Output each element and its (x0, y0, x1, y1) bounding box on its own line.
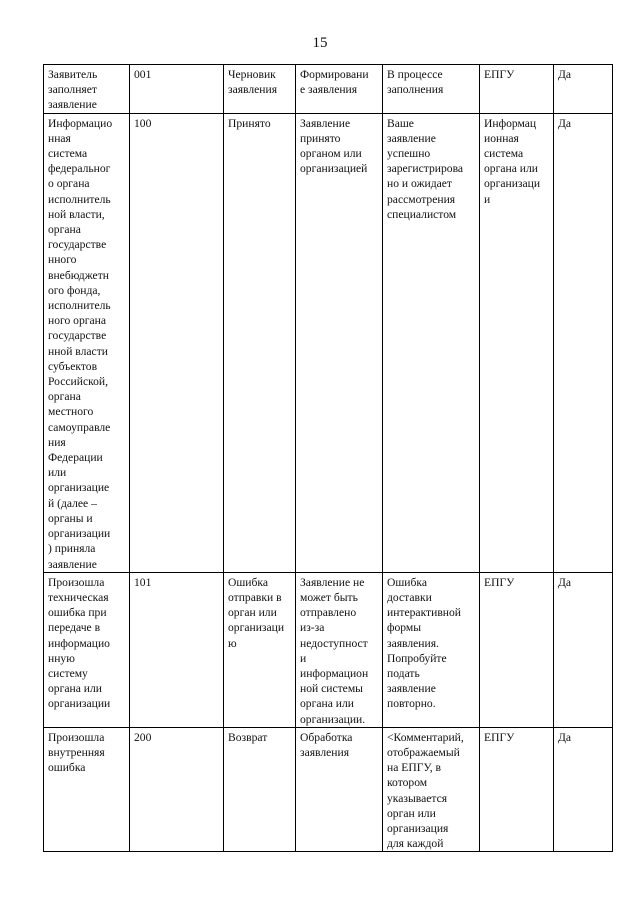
page-number: 15 (312, 35, 328, 51)
cell-status: Принято (224, 113, 296, 572)
cell-code: 101 (130, 572, 224, 727)
cell-description: Произошла техническая ошибка при передаче в информацио нную систему органа или организации (44, 572, 130, 727)
cell-source: ЕПГУ (480, 65, 554, 114)
table-row (44, 65, 613, 114)
cell-source: ЕПГУ (480, 727, 554, 852)
cell-status: Черновик заявления (224, 65, 296, 114)
cell-stage: Заявление принято органом или организацией (296, 113, 383, 572)
cell-flag: Да (554, 572, 613, 727)
table-row (44, 113, 613, 572)
cell-message: <Комментарий, отображаемый на ЕПГУ, в котором указывается орган или организация для каждой (383, 727, 480, 852)
cell-source: ЕПГУ (480, 572, 554, 727)
cell-stage: Обработка заявления (296, 727, 383, 852)
cell-code: 001 (130, 65, 224, 114)
cell-description: Заявитель заполняет заявление (44, 65, 130, 114)
cell-status: Ошибка отправки в орган или организаци ю (224, 572, 296, 727)
cell-code: 100 (130, 113, 224, 572)
table-row (44, 572, 613, 727)
cell-stage: Заявление не может быть отправлено из-за недоступност и информацион ной системы органа или организации. (296, 572, 383, 727)
cell-description: Произошла внутренняя ошибка (44, 727, 130, 852)
cell-flag: Да (554, 113, 613, 572)
cell-description: Информацио нная система федеральног о органа исполнитель ной власти, органа государстве нного внебюджетн ого фонда, исполнитель ного органа государстве нной власти субъектов Российской, органа местного самоуправле ния Федерации или организацие й (далее – органы и организации ) приняла заявление (44, 113, 130, 572)
cell-code: 200 (130, 727, 224, 852)
status-table (43, 64, 613, 852)
cell-flag: Да (554, 65, 613, 114)
cell-source: Информац ионная система органа или организаци и (480, 113, 554, 572)
cell-status: Возврат (224, 727, 296, 852)
cell-flag: Да (554, 727, 613, 852)
cell-message: Ошибка доставки интерактивной формы заявления. Попробуйте подать заявление повторно. (383, 572, 480, 727)
table-row (44, 727, 613, 852)
cell-message: Ваше заявление успешно зарегистрирова но и ожидает рассмотрения специалистом (383, 113, 480, 572)
cell-stage: Формировани е заявления (296, 65, 383, 114)
cell-message: В процессе заполнения (383, 65, 480, 114)
